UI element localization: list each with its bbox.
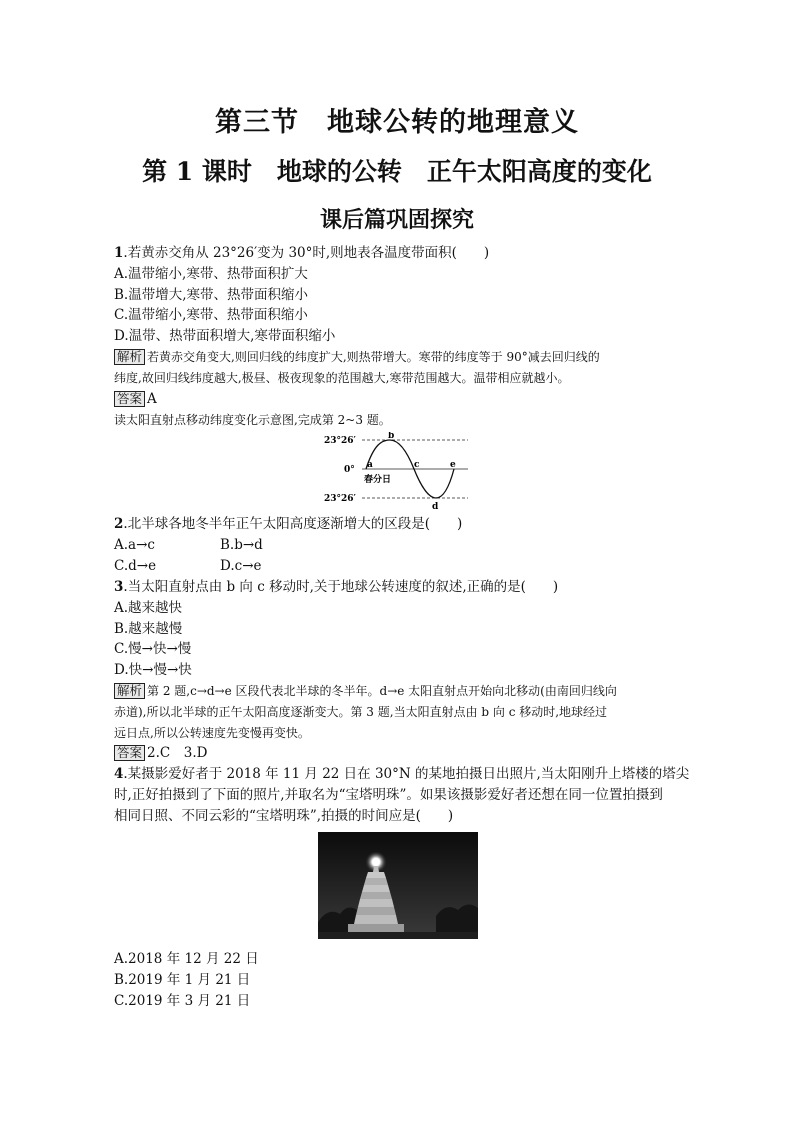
q2-option-d: D.c→e bbox=[220, 558, 262, 574]
section-title: 第三节 地球公转的地理意义 bbox=[215, 107, 579, 138]
q3-option-d: D.快→慢→快 bbox=[114, 662, 192, 678]
part-title: 课后篇巩固探究 bbox=[319, 207, 474, 233]
q1-option-d: D.温带、热带面积增大,寒带面积缩小 bbox=[114, 328, 336, 344]
point-a-label: a bbox=[367, 460, 373, 470]
lat-bottom-label: 23°26′ bbox=[324, 494, 356, 504]
lat-mid-label: 0° bbox=[344, 465, 355, 475]
q4-stem-line-2: 时,正好拍摄到了下面的照片,并取名为“宝塔明珠”。如果该摄影爱好者还想在同一位置拍摄到 bbox=[114, 787, 663, 803]
analysis-tag: 解析 bbox=[114, 349, 145, 365]
q2-options-row-1 bbox=[114, 536, 414, 554]
q3-analysis-line-3: 远日点,所以公转速度先变慢再变快。 bbox=[114, 726, 310, 740]
q1-analysis-line-2: 纬度,故回归线纬度越大,极昼、极夜现象的范围越大,寒带范围越大。温带相应就越小。 bbox=[114, 371, 570, 385]
q2-options-row-2 bbox=[114, 557, 414, 575]
q2-option-a: A.a→c bbox=[114, 537, 155, 553]
q3-option-c: C.慢→快→慢 bbox=[114, 641, 192, 657]
lesson-title: 第 1 课时 地球的公转 正午太阳高度的变化 bbox=[142, 157, 652, 186]
q2-q3-answer: 答案 2.C 3.D bbox=[114, 744, 207, 762]
q1-option-c: C.温带缩小,寒带、热带面积缩小 bbox=[114, 307, 308, 323]
q2-option-c: C.d→e bbox=[114, 558, 157, 574]
q1-analysis-line-1: 解析 若黄赤交角变大,则回归线的纬度扩大,则热带增大。寒带的纬度等于 90°减去回归线的 bbox=[114, 348, 600, 366]
lat-top-label: 23°26′ bbox=[324, 436, 356, 446]
equinox-label: 春分日 bbox=[364, 475, 392, 485]
q3-option-b: B.越来越慢 bbox=[114, 621, 183, 637]
q1-option-b: B.温带增大,寒带、热带面积缩小 bbox=[114, 287, 309, 303]
q4-stem-line-1: 4.某摄影爱好者于 2018 年 11 月 22 日在 30°N 的某地拍摄日出照片,当太阳刚升上塔楼的塔尖 bbox=[114, 766, 690, 782]
q4-option-c: C.2019 年 3 月 21 日 bbox=[114, 993, 251, 1009]
intro-questions-2-3: 读太阳直射点移动纬度变化示意图,完成第 2~3 题。 bbox=[114, 413, 391, 427]
q2-option-b: B.b→d bbox=[220, 537, 263, 553]
q3-option-a: A.越来越快 bbox=[114, 600, 183, 616]
point-b-label: b bbox=[388, 432, 395, 441]
point-c-label: c bbox=[414, 460, 420, 470]
q2-stem: 2.北半球各地冬半年正午太阳高度逐渐增大的区段是( ) bbox=[114, 516, 463, 532]
q4-stem-line-3: 相同日照、不同云彩的“宝塔明珠”,拍摄的时间应是( ) bbox=[114, 808, 454, 824]
q4-option-a: A.2018 年 12 月 22 日 bbox=[114, 951, 259, 967]
analysis-tag: 解析 bbox=[114, 683, 145, 699]
point-d-label: d bbox=[432, 502, 439, 512]
point-e-label: e bbox=[450, 460, 456, 470]
answer-tag: 答案 bbox=[114, 745, 145, 761]
q3-analysis-line-2: 赤道),所以北半球的正午太阳高度逐渐变大。第 3 题,当太阳直射点由 b 向 c 移动时,地球经过 bbox=[114, 705, 608, 719]
solar-declination-diagram bbox=[324, 432, 470, 512]
q1-stem: 1.若黄赤交角从 23°26′变为 30°时,则地表各温度带面积( ) bbox=[114, 245, 490, 261]
q3-analysis-line-1: 解析 第 2 题,c→d→e 区段代表北半球的冬半年。d→e 太阳直射点开始向北移动(由南回归线向 bbox=[114, 682, 617, 700]
q1-option-a: A.温带缩小,寒带、热带面积扩大 bbox=[114, 266, 308, 282]
q4-option-b: B.2019 年 1 月 21 日 bbox=[114, 972, 251, 988]
pagoda-photo bbox=[318, 832, 478, 939]
q3-stem: 3.当太阳直射点由 b 向 c 移动时,关于地球公转速度的叙述,正确的是( ) bbox=[114, 579, 559, 595]
q1-answer: 答案 A bbox=[114, 390, 157, 408]
answer-tag: 答案 bbox=[114, 391, 145, 407]
